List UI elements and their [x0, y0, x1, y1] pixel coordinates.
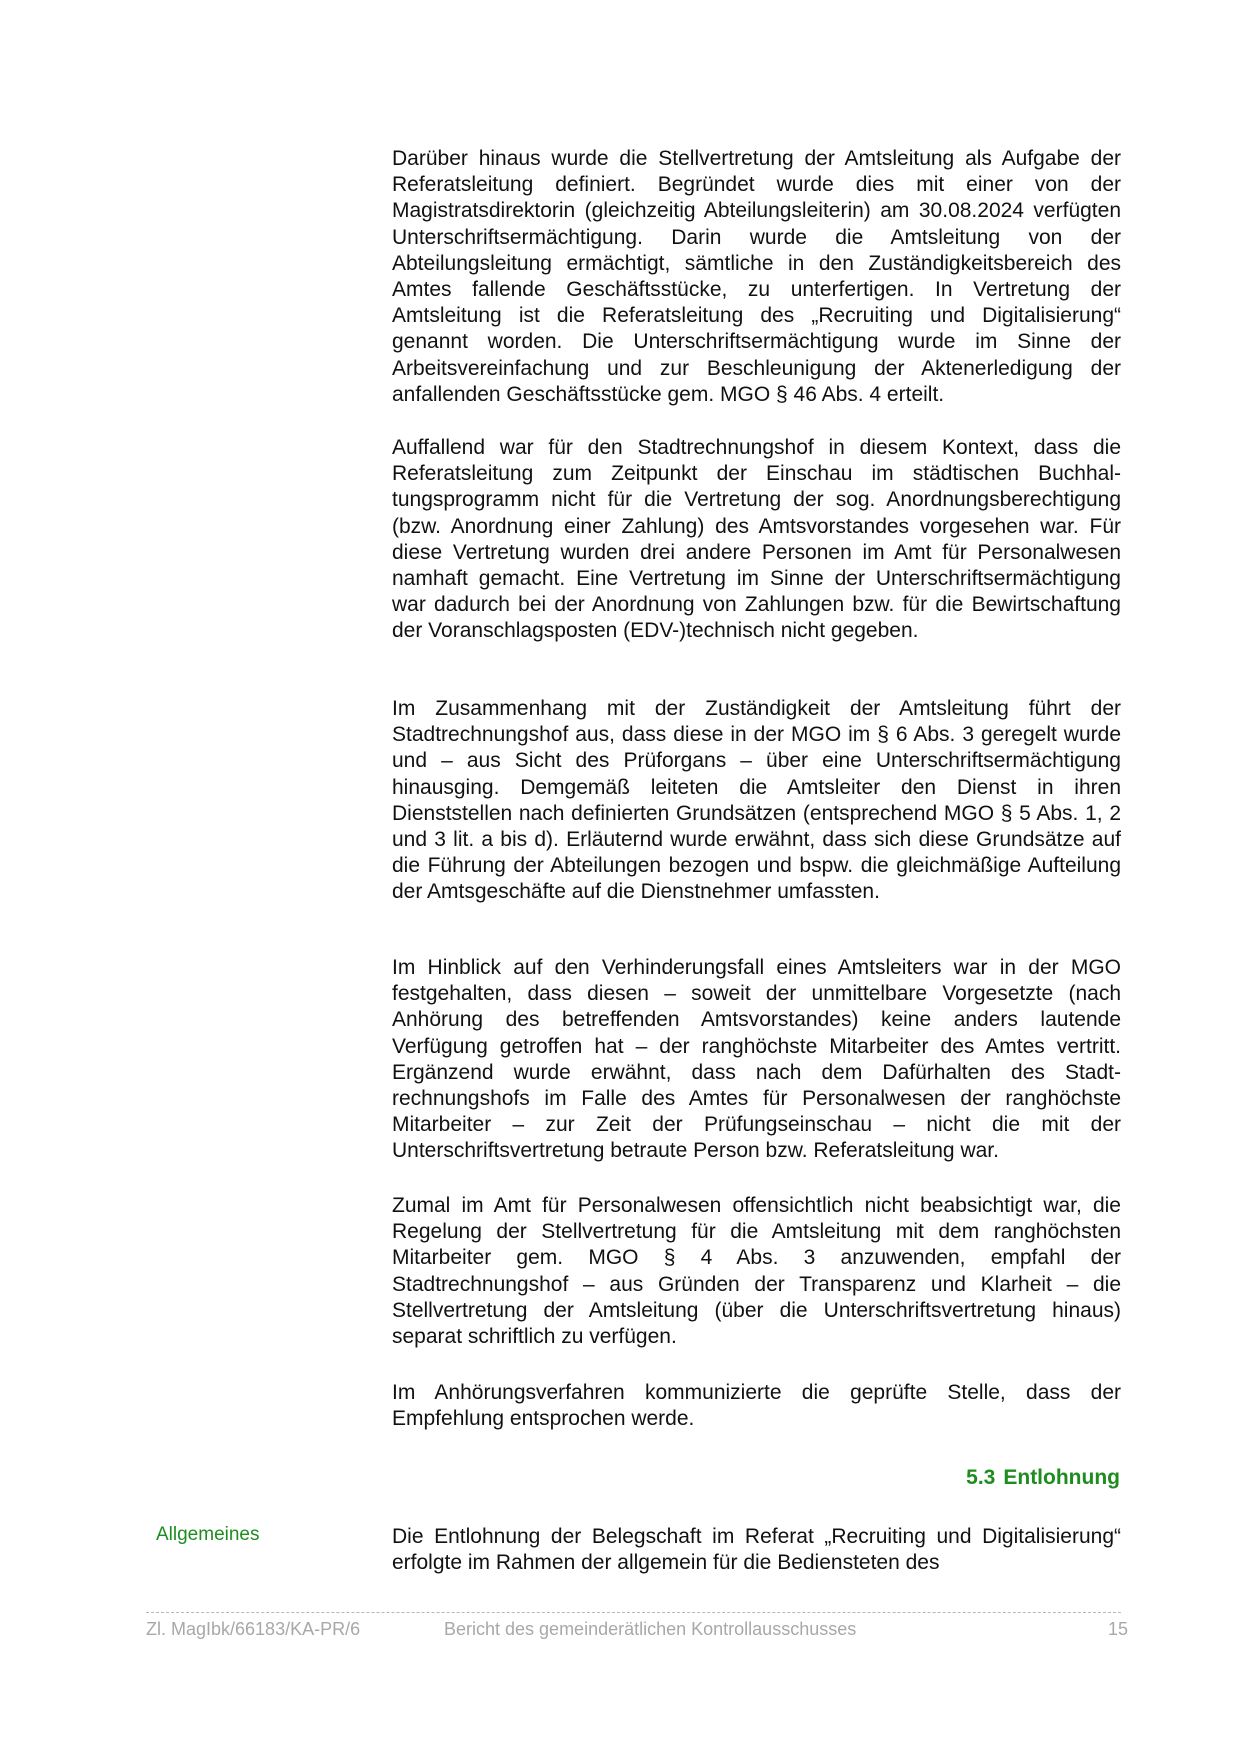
- footer-title: Bericht des gemeinderätlichen Kontrollausschusses: [444, 1619, 857, 1639]
- body-paragraph-3: Im Zusammenhang mit der Zuständigkeit der Amtsleitung führt der Stadtrechnungshof aus, dass diese in der MGO im § 6 Abs. 3 geregelt wurde und – aus Sicht des Prüforgans – über eine Unterschriftsermächtigung hinausging. Demgemäß leiteten die Amtsleiter den Dienst in ihren Dienststellen nach definierten Grundsätzen (entsprechend MGO § 5 Abs. 1, 2 und 3 lit. a bis d). Erläuternd wurde erwähnt, dass sich diese Grundsätze auf die Führung der Abteilungen bezogen und bspw. die gleichmäßige Aufteilung der Amtsgeschäfte auf die Dienstnehmer umfassten.: [392, 697, 1121, 904]
- section-heading: [966, 1466, 1120, 1490]
- section-number: 5.3: [966, 1466, 996, 1489]
- body-paragraph-4: Im Hinblick auf den Verhinderungsfall eines Amtsleiters war in der MGO festgehalten, dass diesen – soweit der unmittelbare Vorgesetzte (nach Anhörung des betreffenden Amtsvorstandes) keine anders lautende Verfügung getroffen hat – der ranghöchste Mitarbeiter des Amtes vertritt. Ergänzend wurde erwähnt, dass nach dem Dafürhalten des Stadtrechnungshofs im Falle des Amtes für Personalwesen der ranghöchste Mitarbeiter – zur Zeit der Prüfungseinschau – nicht die mit der Unterschriftsvertretung betraute Person bzw. Referatsleitung war.: [392, 956, 1121, 1163]
- body-paragraph-6: Im Anhörungsverfahren kommunizierte die geprüfte Stelle, dass der Empfehlung entsprochen werde.: [392, 1381, 1121, 1431]
- section-paragraph: Die Entlohnung der Belegschaft im Referat „Recruiting und Digitalisierung“ erfolgte im Rahmen der allgemein für die Bediensteten des: [392, 1525, 1121, 1575]
- margin-label: Allgemeines: [156, 1524, 260, 1545]
- footer-divider: [146, 1612, 1121, 1613]
- footer-reference: Zl. MagIbk/66183/KA-PR/6: [146, 1619, 361, 1639]
- section-title: Entlohnung: [1003, 1466, 1120, 1489]
- page-number: 15: [1107, 1619, 1128, 1639]
- body-paragraph-2: Auffallend war für den Stadtrechnungshof in diesem Kontext, dass die Referatsleitung zum Zeitpunkt der Einschau im städtischen Buchhaltungsprogramm nicht für die Vertretung der sog. Anordnungsberechtigung (bzw. Anordnung einer Zahlung) des Amtsvorstandes vorgesehen war. Für diese Vertretung wurden drei andere Personen im Amt für Personalwesen namhaft gemacht. Eine Vertretung im Sinne der Unterschriftsermächtigung war dadurch bei der Anordnung von Zahlungen bzw. für die Bewirtschaftung der Voranschlagsposten (EDV-)technisch nicht gegeben.: [392, 436, 1121, 643]
- body-paragraph-5: Zumal im Amt für Personalwesen offensichtlich nicht beabsichtigt war, die Regelung der Stellvertretung für die Amtsleitung mit dem ranghöchsten Mitarbeiter gem. MGO § 4 Abs. 3 anzuwenden, empfahl der Stadtrechnungshof – aus Gründen der Transparenz und Klarheit – die Stellvertretung der Amtsleitung (über die Unterschriftsvertretung hinaus) separat schriftlich zu verfügen.: [392, 1194, 1121, 1349]
- body-paragraph-1: Darüber hinaus wurde die Stellvertretung der Amtsleitung als Aufgabe der Referatsleitung definiert. Begründet wurde dies mit einer von der Magistratsdirektorin (gleichzeitig Abteilungsleiterin) am 30.08.2024 verfügten Unterschriftsermächtigung. Darin wurde die Amtsleitung von der Abteilungsleitung ermächtigt, sämtliche in den Zuständigkeitsbereich des Amtes fallende Geschäftsstücke, zu unterfertigen. In Vertretung der Amtsleitung ist die Referatsleitung des „Recruiting und Digitalisierung“ genannt worden. Die Unterschriftsermächtigung wurde im Sinne der Arbeitsvereinfachung und zur Beschleunigung der Aktenerledigung der anfallenden Geschäftsstücke gem. MGO § 46 Abs. 4 erteilt.: [392, 147, 1121, 406]
